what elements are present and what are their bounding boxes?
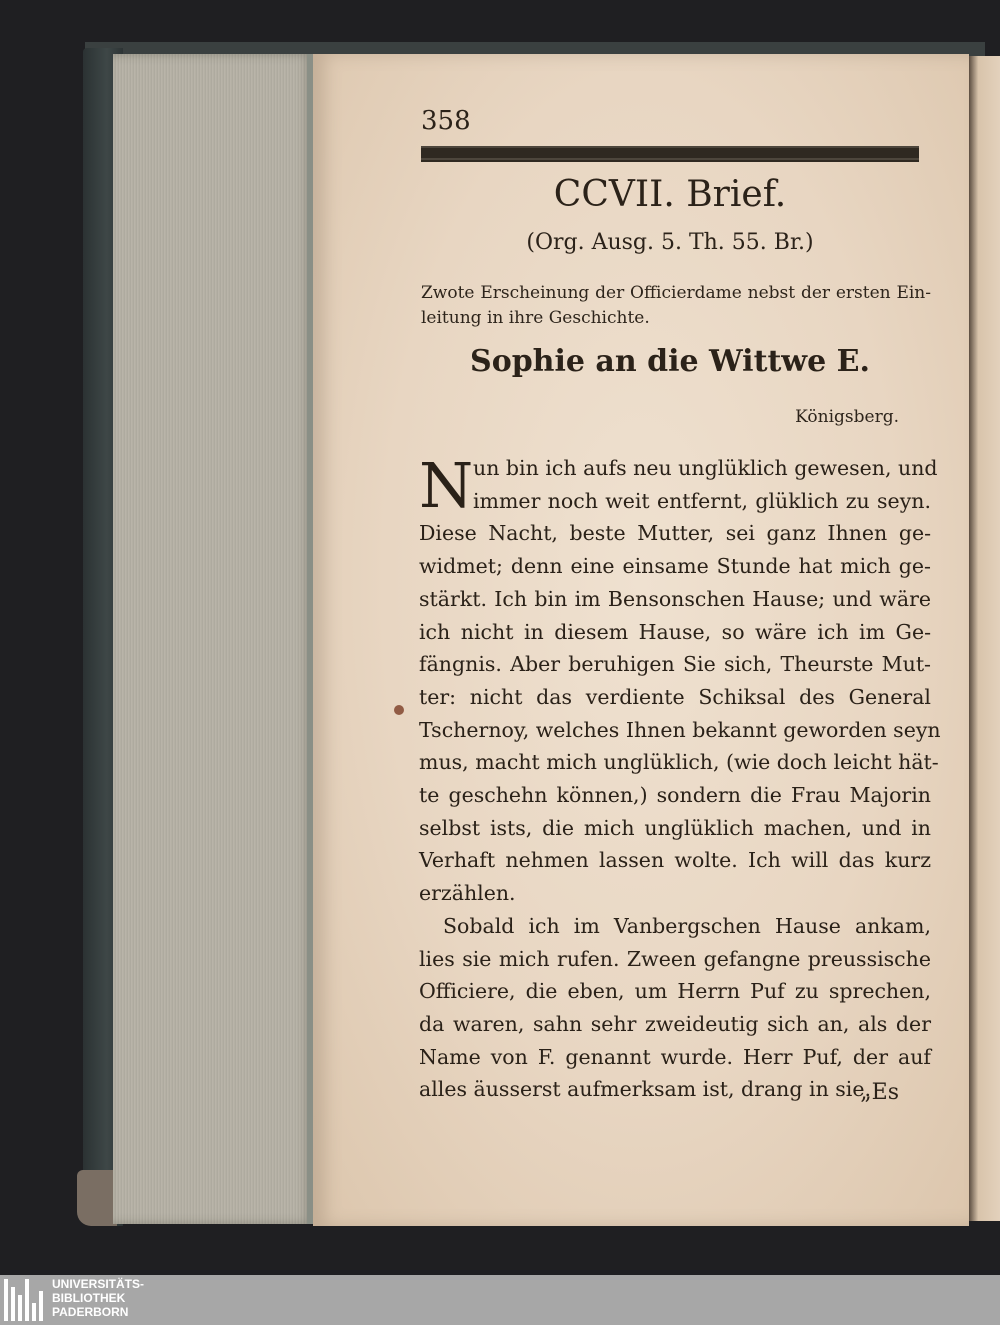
next-page-edge (969, 56, 1000, 1221)
body-line: Officiere, die eben, um Herrn Puf zu sprechen, (419, 979, 931, 1004)
body-line: stärkt. Ich bin im Bensonschen Hause; und wäre (419, 586, 931, 611)
body-line: selbst ists, die mich unglüklich machen, und in (419, 815, 931, 840)
page-number: 358 (421, 106, 471, 136)
body-line: ich nicht in diesem Hause, so wäre ich im Ge- (419, 619, 931, 644)
body-line: ter: nicht das verdiente Schiksal des General (419, 684, 931, 709)
ink-stain (394, 705, 404, 715)
book (75, 42, 1000, 1227)
library-name-line: UNIVERSITÄTS- (52, 1277, 145, 1291)
header-rule-thin (421, 160, 919, 162)
library-name-line: PADERBORN (52, 1305, 129, 1319)
page-edges (113, 54, 313, 1224)
body-line: erzählen. (419, 881, 516, 906)
letter-subheading: (Org. Ausg. 5. Th. 55. Br.) (526, 230, 814, 255)
library-name-line: BIBLIOTHEK (52, 1291, 126, 1305)
body-line: un bin ich aufs neu unglüklich gewesen, und (473, 456, 938, 480)
body-line: lies sie mich rufen. Zween gefangne preussische (419, 946, 931, 971)
library-name (52, 1277, 144, 1319)
body-line: Tschernoy, welches Ihnen bekannt geworden seyn (419, 717, 941, 742)
header-rule (421, 146, 919, 160)
body-line: immer noch weit entfernt, glüklich zu seyn. (473, 488, 931, 513)
body-line: te geschehn können,) sondern die Frau Majorin (419, 783, 931, 808)
body-line: Name von F. genannt wurde. Herr Puf, der auf (419, 1044, 931, 1069)
drop-cap: N (419, 449, 474, 522)
body-line: Sobald ich im Vanbergschen Hause ankam, (443, 913, 931, 938)
library-footer (0, 1275, 1000, 1325)
book-page (313, 54, 969, 1226)
book-cover-corner (77, 1170, 117, 1226)
body-line: mus, macht mich unglüklich, (wie doch leicht hät- (419, 750, 939, 775)
library-logo-icon (4, 1279, 44, 1321)
body-line: Diese Nacht, beste Mutter, sei ganz Ihnen ge- (419, 521, 931, 546)
letter-heading: CCVII. Brief. (553, 174, 787, 215)
body-line: Verhaft nehmen lassen wolte. Ich will das kurz (419, 848, 931, 873)
body-line: da waren, sahn sehr zweideutig sich an, als der (419, 1011, 931, 1036)
catchword: „Es (860, 1080, 899, 1105)
body-line: fängnis. Aber beruhigen Sie sich, Theurste Mut- (419, 652, 931, 677)
letter-body (419, 449, 941, 1106)
body-line: alles äusserst aufmerksam ist, drang in sie. (419, 1077, 872, 1102)
body-line: widmet; denn eine einsame Stunde hat mich ge- (419, 554, 931, 579)
letter-salutation: Sophie an die Wittwe E. (470, 344, 870, 379)
letter-summary: Zwote Erscheinung der Officierdame nebst der ersten Ein- leitung in ihre Geschichte. (421, 283, 931, 328)
letter-place: Königsberg. (795, 407, 899, 427)
